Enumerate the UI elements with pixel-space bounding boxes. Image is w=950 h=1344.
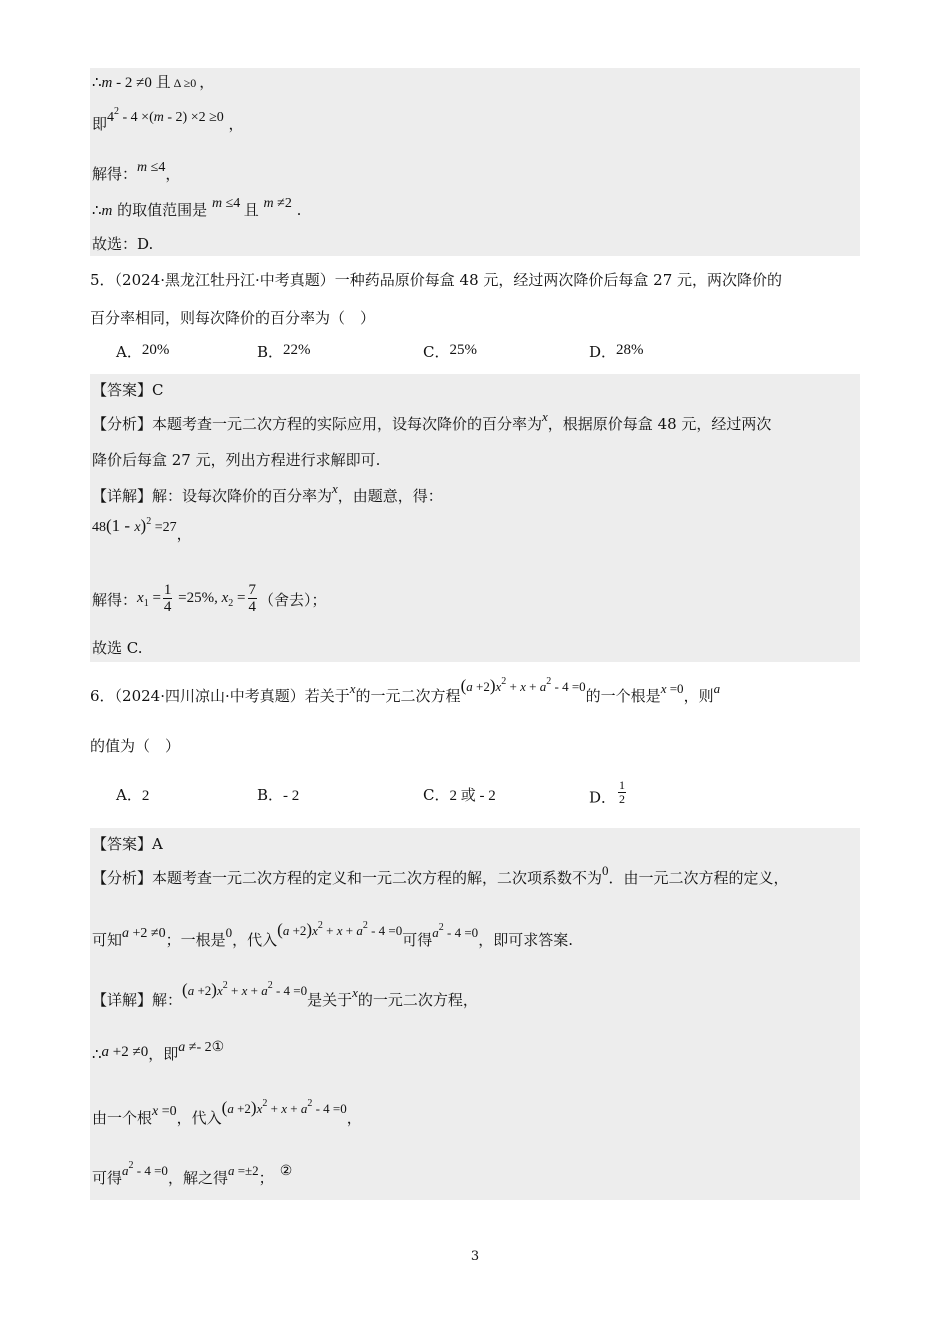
math-var: m: [137, 160, 148, 175]
text: .: [291, 201, 302, 219]
denominator: 2: [619, 792, 626, 806]
option-value: 28%: [616, 342, 644, 358]
text: 的一元二次方程，: [357, 991, 478, 1009]
solution-line: [92, 580, 327, 623]
math-var: x: [349, 681, 356, 696]
option-value: 20%: [141, 342, 170, 358]
text: ，: [346, 1109, 362, 1127]
text: 6．（2024·四川凉山·中考真题）若关于: [90, 687, 350, 705]
result-line: [92, 1160, 293, 1191]
question-6-line1: [90, 676, 721, 709]
math-expr: - 4 =0: [551, 679, 586, 694]
math-expr: =27: [151, 520, 177, 535]
text: ，: [176, 525, 192, 543]
text: ，: [223, 115, 244, 133]
math-exp: 2: [546, 676, 552, 687]
math-expr: +2 ≠0: [129, 926, 166, 941]
option-value: 2 或 - 2: [449, 788, 496, 804]
text: ．由一元二次方程的定义，: [608, 869, 789, 887]
math-var: a: [261, 983, 268, 998]
math-exp: 2: [267, 980, 273, 991]
math-var: a: [122, 1163, 129, 1178]
math-expr: +: [287, 1101, 301, 1116]
text-line: [92, 106, 244, 137]
math-expr: ): [489, 676, 496, 695]
math-expr: - 4 =0: [367, 923, 403, 938]
text: 的一元二次方程: [355, 687, 461, 705]
math-var: a: [282, 923, 290, 938]
text: ，代入: [176, 1109, 222, 1127]
math-var: x: [281, 1101, 287, 1116]
option-value: 25%: [449, 342, 477, 358]
analysis-line: [92, 920, 573, 953]
math-expr: =0: [666, 681, 684, 696]
math-sub: 1: [143, 598, 149, 609]
math-var: a: [187, 983, 195, 998]
math-expr: =25%,: [174, 590, 222, 606]
denominator: 4: [248, 599, 257, 616]
option-value: 22%: [283, 342, 311, 358]
math-var: a: [356, 923, 363, 938]
math-var: m: [153, 110, 164, 125]
math-expr: +: [525, 679, 540, 694]
math-var: x: [137, 590, 144, 606]
math-num: 0: [225, 925, 233, 940]
math-expr: ): [250, 1098, 257, 1117]
option-label: A．: [116, 786, 142, 804]
text: ，即可求答案.: [478, 931, 573, 949]
math-expr: +2: [289, 923, 307, 938]
text: ，: [199, 73, 215, 91]
math-var: x: [241, 983, 248, 998]
math-num: 4: [107, 110, 115, 125]
option-c: [423, 342, 477, 363]
therefore-symbol: ∴: [92, 201, 102, 219]
option-a: [116, 342, 169, 363]
math-var: a: [227, 1163, 235, 1178]
question-5-line1: 5．（2024·黑龙江牡丹江·中考真题）一种药品原价每盒 48 元，经过两次降价后每盒 27 元，两次降价的: [90, 271, 783, 289]
math-expr: (1 -: [106, 516, 135, 535]
text: ，根据原价每盒 48 元，经过两次: [547, 415, 772, 433]
option-b: [257, 785, 299, 806]
text: 可得: [402, 931, 433, 949]
math-exp: 2: [362, 920, 368, 931]
solution-block-q4-end: [90, 68, 860, 256]
math-expr: =: [233, 590, 246, 606]
math-var: a: [432, 925, 439, 940]
math-sub: 2: [228, 598, 234, 609]
math-var: x: [256, 1101, 263, 1116]
circled-number: ②: [279, 1163, 293, 1179]
math-expr: - 2) ×2 ≥0: [163, 110, 224, 125]
text-line: [92, 72, 214, 93]
math-var: a: [178, 1040, 186, 1055]
math-var: x: [542, 409, 548, 424]
numerator: 1: [163, 582, 172, 599]
text: 即: [92, 115, 108, 133]
text: 由一个根: [92, 1109, 153, 1127]
text: 解得：: [92, 165, 138, 183]
math-exp: 2: [438, 922, 444, 933]
analysis-line: 降价后每盒 27 元，列出方程进行求解即可.: [92, 451, 381, 469]
therefore-line: [92, 1040, 225, 1066]
math-expr: - 4 =0: [133, 1163, 168, 1178]
text: ；一根是: [165, 931, 226, 949]
fraction: [163, 582, 173, 615]
numerator: 7: [248, 582, 257, 599]
text: 且: [243, 201, 264, 219]
math-expr: =±2: [234, 1163, 259, 1178]
text: ，由题意，得：: [337, 487, 443, 505]
math-expr: +2: [472, 679, 490, 694]
option-value: - 2: [283, 788, 300, 804]
text: 【分析】本题考查一元二次方程的实际应用，设每次降价的百分率为: [92, 415, 543, 433]
math-expr: +2 ≠0: [109, 1044, 149, 1060]
math-var: x: [336, 923, 343, 938]
math-var: x: [495, 679, 502, 694]
text: 的一个根是: [585, 687, 661, 705]
text: 且: [155, 73, 171, 91]
math-var: a: [101, 1044, 110, 1060]
detail-line: [92, 980, 478, 1013]
math-var: a: [300, 1101, 308, 1116]
math-expr: (: [182, 980, 188, 999]
math-exp: 2: [222, 980, 228, 991]
math-exp: 2: [114, 106, 120, 117]
math-num: 0: [602, 863, 609, 878]
math-var: x: [312, 923, 318, 938]
math-expr: +: [227, 983, 242, 998]
math-expr: +2: [194, 983, 212, 998]
math-expr: ≤4: [222, 196, 244, 211]
math-var: m: [101, 75, 113, 91]
analysis-line: [92, 409, 772, 435]
text: 【详解】解：设每次降价的百分率为: [92, 487, 333, 505]
option-a: [116, 785, 149, 806]
question-6-line2: 的值为（ ）: [90, 737, 181, 755]
question-5-line2: 百分率相同，则每次降价的百分率为（ ）: [90, 309, 376, 327]
text: 的取值范围是: [112, 201, 212, 219]
text: 可得: [92, 1169, 123, 1187]
math-var: x: [660, 681, 667, 696]
solution-block-q6: [90, 828, 860, 1200]
option-label: D．: [589, 343, 617, 361]
math-var: x: [152, 1104, 159, 1119]
option-label: D．: [589, 788, 617, 807]
math-var: a: [713, 681, 721, 696]
math-var: a: [466, 679, 473, 694]
therefore-symbol: ∴: [92, 1045, 102, 1063]
text: ，解之得: [167, 1169, 228, 1187]
equation-line: [92, 516, 192, 547]
text: （舍去）；: [259, 591, 327, 609]
math-expr: +: [506, 679, 521, 694]
math-exp: 2: [317, 920, 323, 931]
math-exp: 2: [128, 1160, 134, 1171]
text: ，则: [683, 687, 714, 705]
page-number: 3: [470, 1249, 480, 1264]
option-b: [257, 342, 311, 363]
option-label: A．: [116, 343, 142, 361]
text: ，即: [148, 1045, 179, 1063]
root-line: [92, 1098, 362, 1131]
math-expr: ): [211, 980, 217, 999]
option-c: [423, 785, 496, 806]
answer-line: 【答案】C: [92, 381, 164, 399]
text-line: 故选：D.: [92, 235, 154, 253]
text: ，: [165, 165, 181, 183]
math-var: a: [539, 679, 547, 694]
math-expr: Δ ≥0: [170, 76, 200, 90]
math-expr: - 4 =0: [443, 925, 479, 940]
numerator: 1: [619, 778, 626, 792]
math-var: x: [134, 520, 141, 535]
denominator: 4: [163, 599, 172, 616]
solution-block-q5: [90, 374, 860, 662]
text: ；: [258, 1169, 274, 1187]
text: 是关于: [307, 991, 353, 1009]
detail-line: [92, 481, 443, 507]
option-d: [589, 778, 628, 812]
fraction: [248, 582, 258, 615]
math-exp: 2: [262, 1098, 268, 1109]
math-var: m: [263, 196, 274, 211]
text: 【详解】解：: [92, 991, 183, 1009]
choose-line: 故选 C.: [92, 639, 143, 657]
math-var: x: [520, 679, 526, 694]
math-expr: =0: [158, 1104, 177, 1119]
math-expr: (: [277, 920, 283, 939]
math-var: x: [221, 590, 229, 606]
math-expr: +: [322, 923, 337, 938]
math-exp: 2: [146, 516, 152, 527]
math-expr: (: [221, 1098, 228, 1117]
text: 【分析】本题考查一元二次方程的定义和一元二次方程的解，二次项系数不为: [92, 869, 603, 887]
option-d: [589, 342, 644, 363]
option-label: B．: [257, 343, 284, 361]
answer-line: 【答案】A: [92, 835, 163, 853]
math-var: x: [352, 985, 358, 1000]
option-label: C．: [423, 343, 450, 361]
math-expr: - 4 =0: [272, 983, 308, 998]
option-label: B．: [257, 786, 284, 804]
text-line: [92, 160, 181, 186]
analysis-line: [92, 863, 789, 889]
math-expr: ): [140, 516, 147, 535]
circled-number: ①: [211, 1040, 225, 1055]
math-var: a: [227, 1101, 234, 1116]
therefore-symbol: ∴: [92, 73, 102, 91]
math-expr: - 4 ×(: [119, 110, 154, 125]
math-exp: 2: [307, 1098, 313, 1109]
text: 可知: [92, 931, 123, 949]
text: ，代入: [232, 931, 278, 949]
math-var: m: [211, 196, 223, 211]
math-expr: +: [342, 923, 357, 938]
fraction: [618, 779, 626, 806]
text: 解得：: [92, 591, 138, 609]
math-expr: - 2 ≠0: [112, 75, 156, 91]
math-var: x: [332, 481, 338, 496]
math-expr: ≠- 2: [185, 1040, 212, 1055]
math-expr: +: [247, 983, 262, 998]
math-var: m: [101, 203, 113, 219]
math-expr: ≠2: [273, 196, 292, 211]
math-expr: +2: [233, 1101, 251, 1116]
math-num: 48: [92, 520, 106, 535]
math-expr: ≤4: [147, 160, 166, 175]
text-line: [92, 196, 302, 222]
math-expr: (: [460, 676, 467, 695]
math-expr: +: [267, 1101, 282, 1116]
math-exp: 2: [501, 676, 507, 687]
math-var: a: [122, 926, 130, 941]
math-expr: ): [306, 920, 313, 939]
math-expr: - 4 =0: [312, 1101, 347, 1116]
option-label: C．: [423, 786, 450, 804]
option-value: 2: [141, 788, 150, 804]
math-var: x: [216, 983, 223, 998]
math-expr: =: [148, 590, 161, 606]
